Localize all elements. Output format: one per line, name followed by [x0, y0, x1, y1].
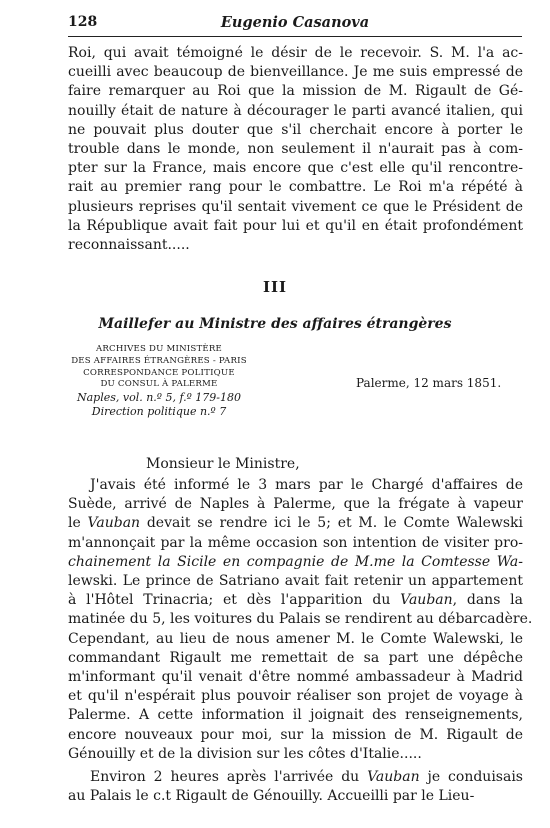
text-line: reconnaissant.....: [68, 237, 190, 254]
archive-line: DU CONSUL À PALERME: [100, 379, 218, 390]
text-line: nouilly était de nature à décourager le parti avancé italien, qui: [68, 102, 523, 119]
text-line: la République avait fait pour lui et qu'il en était profondément: [68, 217, 523, 234]
text-line: au Palais le c.t Rigault de Génouilly. Accueilli par le Lieu-: [68, 788, 475, 805]
text-line: commandant Rigault me remettait de sa part une dépêche: [68, 649, 523, 666]
text-line: Environ 2 heures après l'arrivée du Vauban je conduisais: [90, 769, 523, 785]
text-line: pter sur la France, mais encore que c'est elle qu'il rencontre-: [68, 160, 523, 177]
header-rule: [68, 36, 522, 37]
text-line: J'avais été informé le 3 mars par le Chargé d'affaires de: [90, 477, 523, 493]
dateline: Palerme, 12 mars 1851.: [356, 376, 502, 390]
running-head: Eugenio Casanova: [220, 14, 370, 31]
text-line: Cependant, au lieu de nous amener M. le Comte Walewski, le: [68, 630, 523, 647]
text-line: le Vauban devait se rendre ici le 5; et M. le Comte Walewski: [68, 515, 523, 532]
archive-reference: Naples, vol. n.º 5, f.º 179-180: [76, 391, 242, 405]
page-header: [68, 14, 522, 36]
text-line: lewski. Le prince de Satriano avait fait retenir un appartement: [68, 573, 523, 590]
archive-line: CORRESPONDANCE POLITIQUE: [83, 367, 235, 378]
text-line: rait au premier rang pour le combattre. Le Roi m'a répété à: [68, 179, 523, 196]
text-line: cueilli avec beaucoup de bienveillance. Je me suis empressé de: [68, 64, 523, 81]
letter-paragraph-2: [68, 768, 523, 806]
document-title: Maillefer au Ministre des affaires étrangères: [98, 316, 452, 332]
text-line: encore nouveaux pour moi, sur la mission de M. Rigault de: [68, 726, 523, 743]
text-line: matinée du 5, les voitures du Palais se rendirent au débarcadère.: [68, 611, 533, 628]
archive-source: [68, 344, 250, 418]
text-line: trouble dans le monde, non seulement il n'aurait pas à com-: [68, 141, 523, 158]
archive-line: ARCHIVES DU MINISTÈRE: [95, 344, 223, 354]
section-numeral: III: [262, 278, 288, 296]
text-line: Suède, arrivé de Naples à Palerme, que la frégate à vapeur: [68, 496, 523, 513]
text-line: et qu'il n'espérait plus pouvoir réaliser son projet de voyage à: [68, 688, 523, 705]
text-line: chainement la Sicile en compagnie de M.me la Comtesse Wa-: [68, 553, 523, 570]
intro-paragraph: [68, 44, 523, 255]
archive-line: DES AFFAIRES ÉTRANGÈRES - PARIS: [71, 355, 247, 366]
text-line: plusieurs reprises qu'il sentait vivement ce que le Président de: [68, 198, 523, 215]
text-line: à l'Hôtel Trinacria; et dès l'apparition du Vauban, dans la: [68, 592, 523, 609]
salutation: Monsieur le Ministre,: [146, 456, 300, 472]
text-line: Palerme. A cette information il joignait des renseignements,: [68, 707, 523, 724]
text-line: m'informant qu'il venait d'être nommé ambassadeur à Madrid: [68, 669, 523, 686]
letter-paragraph-1: [68, 476, 533, 764]
text-line: ne pouvait plus douter que s'il cherchait encore à porter le: [68, 121, 523, 138]
text-line: m'annonçait par la même occasion son intention de visiter pro-: [68, 534, 523, 551]
text-line: faire remarquer au Roi que la mission de M. Rigault de Gé-: [68, 83, 523, 100]
text-line: Roi, qui avait témoigné le désir de le recevoir. S. M. l'a ac-: [68, 45, 523, 61]
archive-direction: Direction politique n.º 7: [91, 404, 227, 418]
text-line: Génouilly et de la division sur les côtes d'Italie.....: [68, 745, 422, 762]
page-number: 128: [68, 14, 98, 30]
